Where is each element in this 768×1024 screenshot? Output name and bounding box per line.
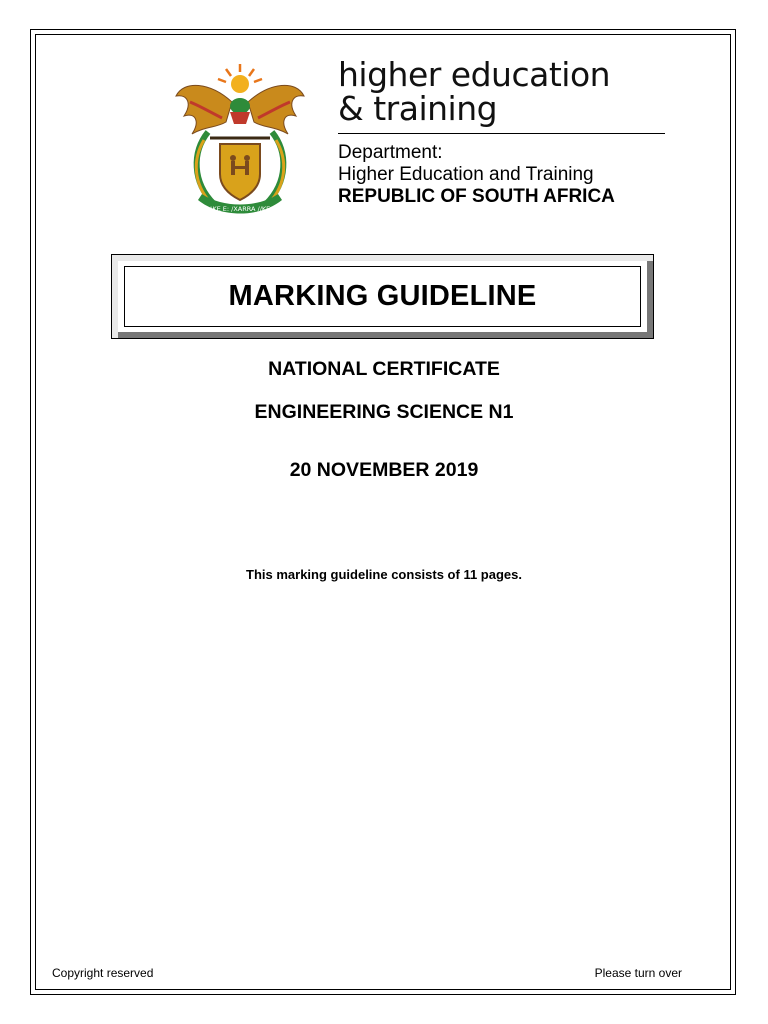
title-frame [111, 254, 654, 339]
department-name: Higher Education and Training [338, 164, 594, 185]
page-count-note: This marking guideline consists of 11 pages. [246, 567, 522, 582]
coat-of-arms-logo [170, 62, 310, 220]
department-label: Department: [338, 142, 443, 163]
document-title: MARKING GUIDELINE [228, 280, 537, 312]
brand-line-2: & training [338, 89, 498, 128]
department-header [338, 55, 668, 207]
exam-date: 20 NOVEMBER 2019 [289, 459, 479, 481]
footer-turn-over: Please turn over [594, 966, 682, 980]
country-name: REPUBLIC OF SOUTH AFRICA [338, 186, 615, 207]
shield-icon [220, 144, 260, 200]
right-tusk-icon [266, 132, 283, 204]
certificate-heading: NATIONAL CERTIFICATE [268, 358, 500, 380]
title-panel [124, 266, 641, 327]
sun-icon [218, 64, 262, 93]
header-rule [338, 133, 665, 134]
brand-line-1: higher education [338, 55, 611, 94]
subject-heading: ENGINEERING SCIENCE N1 [254, 401, 514, 423]
footer-copyright: Copyright reserved [52, 966, 154, 980]
left-tusk-icon [197, 132, 214, 204]
crest-motto: !KE E: /XARRA //KE [209, 205, 271, 213]
